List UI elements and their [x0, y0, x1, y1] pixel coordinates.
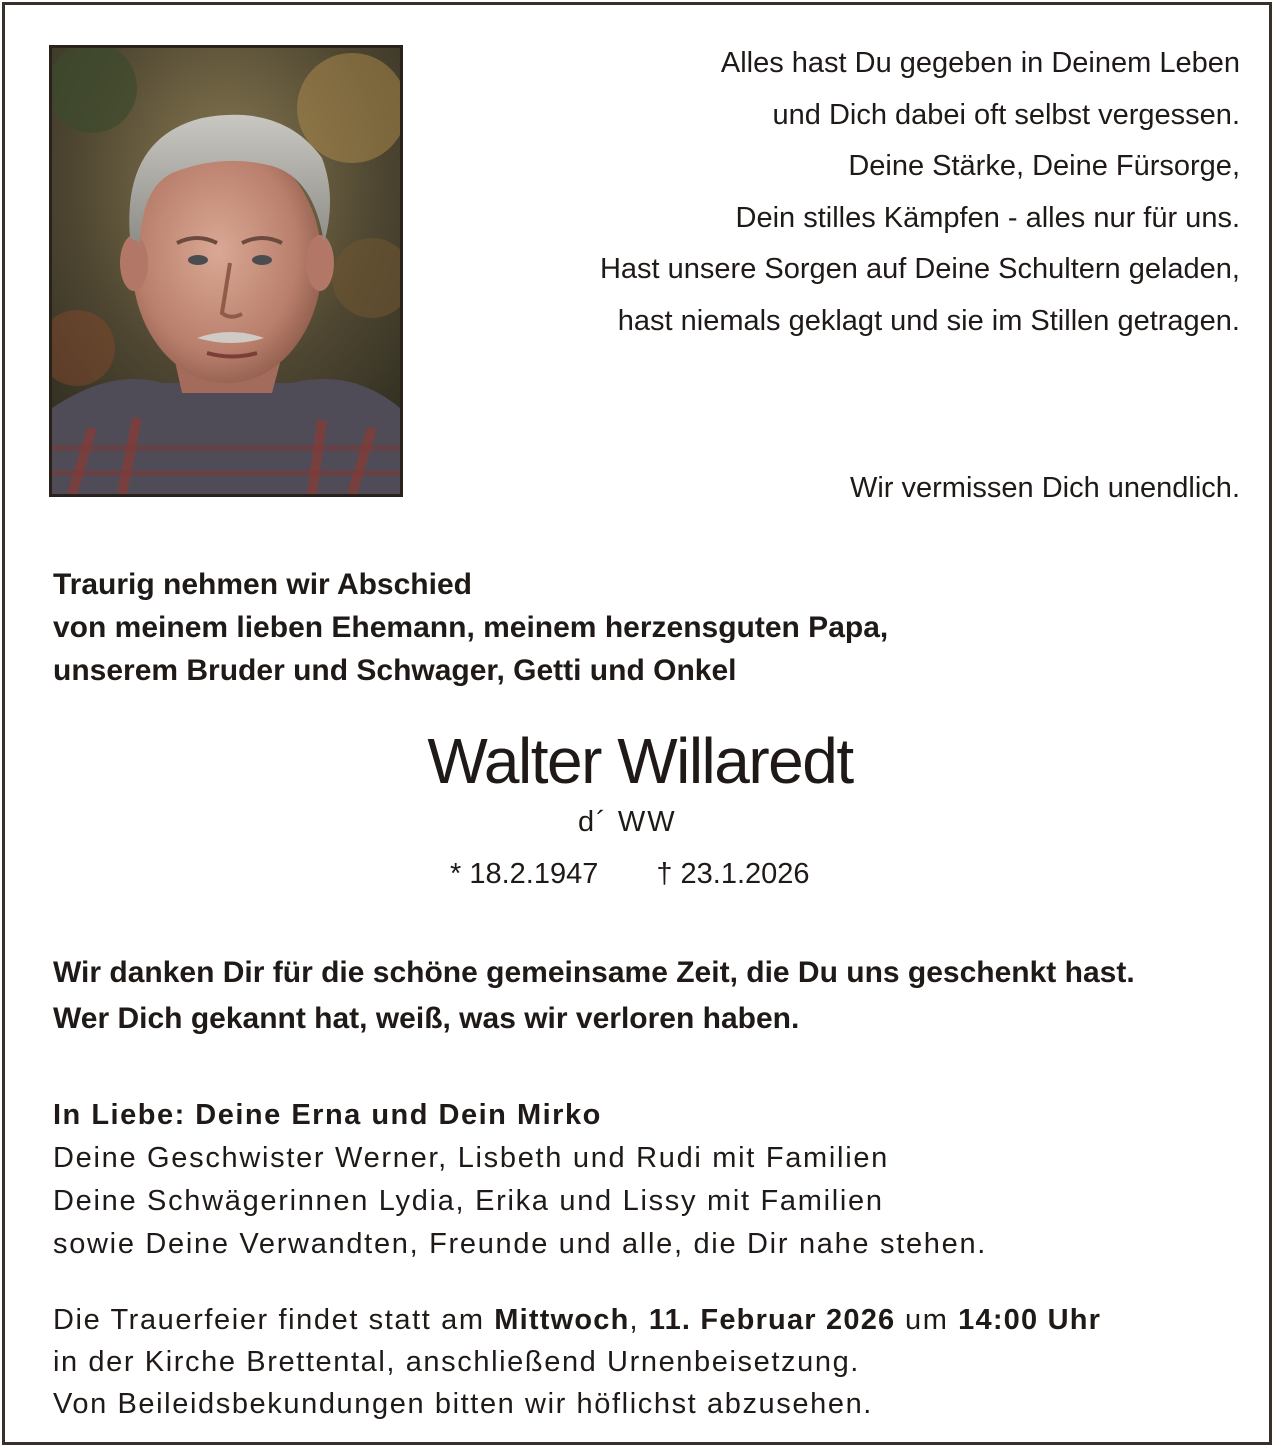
poem-line: Deine Stärke, Deine Fürsorge,: [848, 150, 1240, 182]
farewell-intro: [53, 563, 888, 692]
deceased-nickname: d´ WW: [578, 806, 677, 838]
mourners-line: Deine Schwägerinnen Lydia, Erika und Lissy mit Familien: [53, 1185, 884, 1217]
service-time: 14:00 Uhr: [958, 1304, 1102, 1336]
poem-line: Hast unsere Sorgen auf Deine Schultern geladen,: [599, 253, 1240, 285]
service-text: Die Trauerfeier findet statt am: [53, 1304, 495, 1336]
birth-date: * 18.2.1947: [450, 858, 599, 890]
poem-line: und Dich dabei oft selbst vergessen.: [772, 98, 1240, 131]
deceased-name: Walter Willaredt: [427, 725, 853, 797]
mourners-line: sowie Deine Verwandten, Freunde und alle, die Dir nahe stehen.: [53, 1228, 988, 1260]
intro-line: Traurig nehmen wir Abschied: [53, 568, 472, 601]
mourners-line: Deine Geschwister Werner, Lisbeth und Rudi mit Familien: [53, 1142, 890, 1174]
poem-line: Alles hast Du gegeben in Deinem Leben: [720, 47, 1240, 79]
mourners-list: [53, 1094, 987, 1266]
condolence-note: Von Beileidsbekundungen bitten wir höflichst abzusehen.: [53, 1388, 873, 1420]
portrait-icon: [52, 48, 400, 494]
death-date: † 23.1.2026: [656, 858, 810, 890]
service-text: ,: [629, 1304, 649, 1336]
thanks-line: Wir danken Dir für die schöne gemeinsame Zeit, die Du uns geschenkt hast.: [53, 956, 1135, 989]
service-text: um: [895, 1304, 959, 1336]
intro-line: von meinem lieben Ehemann, meinem herzensguten Papa,: [53, 611, 889, 644]
portrait-photo: [49, 45, 403, 497]
service-date: 11. Februar 2026: [648, 1304, 896, 1336]
thanks-line: Wer Dich gekannt hat, weiß, was wir verloren haben.: [53, 1002, 800, 1035]
poem-closing: Wir vermissen Dich unendlich.: [849, 472, 1240, 504]
thanks-text: [53, 950, 1135, 1042]
poem: [480, 38, 1240, 347]
mourners-headline: In Liebe: Deine Erna und Dein Mirko: [53, 1099, 602, 1131]
service-location: in der Kirche Brettental, anschließend Urnenbeisetzung.: [53, 1346, 860, 1378]
service-day: Mittwoch: [494, 1304, 630, 1336]
funeral-service-info: [53, 1299, 1101, 1425]
life-dates: [450, 854, 810, 894]
service-line: [53, 1299, 1101, 1341]
poem-line: Dein stilles Kämpfen - alles nur für uns.: [735, 201, 1240, 234]
poem-line: hast niemals geklagt und sie im Stillen getragen.: [617, 304, 1240, 337]
intro-line: unserem Bruder und Schwager, Getti und Onkel: [53, 654, 737, 687]
